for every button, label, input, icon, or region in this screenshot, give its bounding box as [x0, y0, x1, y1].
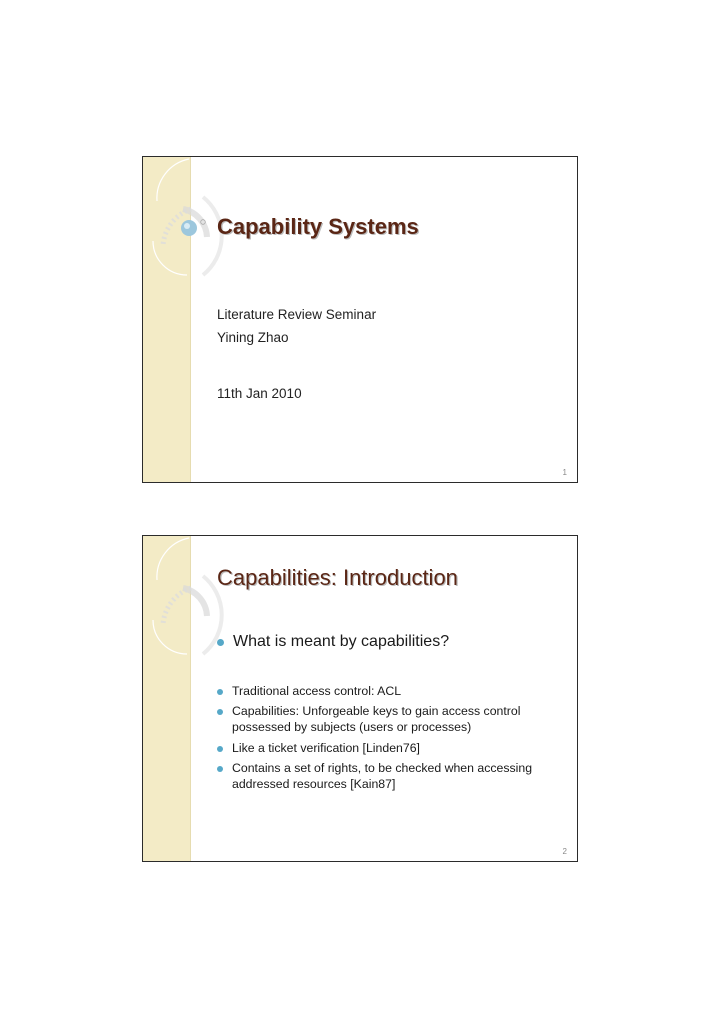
slide-title: Capability Systems [217, 214, 419, 239]
bullet-text: Traditional access control: ACL [232, 684, 402, 698]
bullet-dot-icon [217, 746, 223, 752]
bullet-item [217, 741, 567, 757]
bullet-dot-icon [217, 689, 223, 695]
page-number: 1 [562, 468, 567, 477]
slide-1 [142, 156, 578, 483]
slide-2 [142, 535, 578, 862]
slide-title: Capabilities: Introduction [217, 565, 458, 590]
bullet-text: Like a ticket verification [Linden76] [232, 741, 420, 755]
bullet-dot-icon [217, 639, 224, 646]
author-name: Yining Zhao [217, 330, 289, 345]
bullet-dot-icon [217, 766, 223, 772]
presentation-date: 11th Jan 2010 [217, 386, 302, 401]
bullet-text: What is meant by capabilities? [233, 633, 450, 650]
page-number: 2 [562, 847, 567, 856]
bullet-item [217, 684, 567, 700]
bullet-text: Contains a set of rights, to be checked when accessing addressed resources [Kain87] [232, 761, 533, 791]
bullet-item [217, 761, 567, 792]
bullet-dot-icon [217, 709, 223, 715]
bullet-text: Capabilities: Unforgeable keys to gain access control possessed by subjects (users or processes) [232, 704, 521, 734]
bullet-item [217, 704, 567, 735]
seminar-name: Literature Review Seminar [217, 307, 377, 322]
bullet-item [217, 633, 567, 651]
